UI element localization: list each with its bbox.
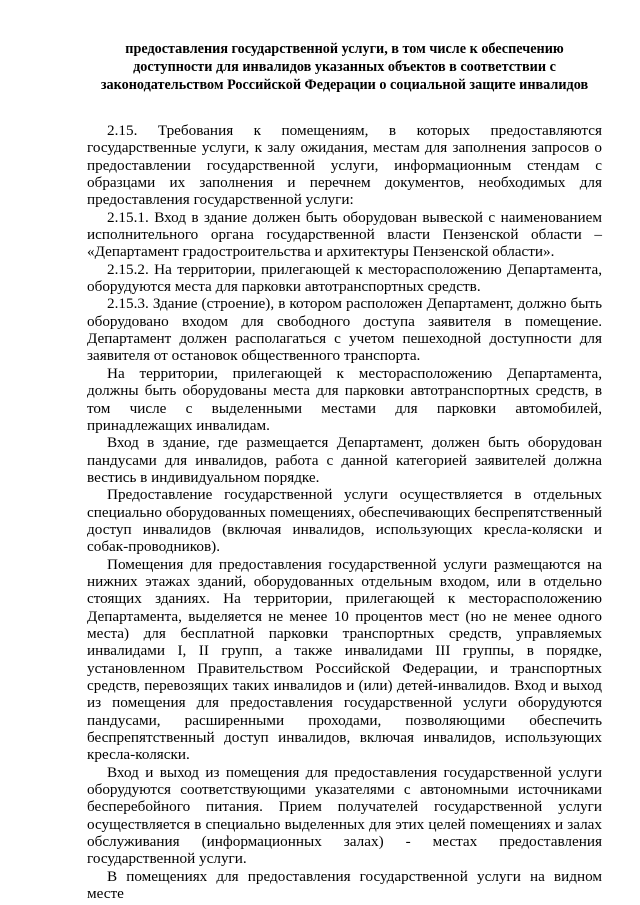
- paragraph-2-15-3: 2.15.3. Здание (строение), в котором расположен Департамент, должно быть оборудовано входом для свободного доступа заявителя в помещение. Департамент должен располагаться с учетом пешеходной доступности для заявителя от остановок общественного транспорта.: [87, 295, 602, 365]
- paragraph-2-15: 2.15. Требования к помещениям, в которых предоставляются государственные услуги, к залу ожидания, местам для заполнения запросов о предоставлении государственной услуги, информационным стендам с образцами их заполнения и перечнем документов, необходимых для предоставления государственной услуги:: [87, 122, 602, 209]
- document-page: [87, 40, 602, 902]
- paragraph-2-15-2: 2.15.2. На территории, прилегающей к месторасположению Департамента, оборудуются места для парковки автотранспортных средств.: [87, 260, 602, 296]
- paragraph-special-premises: Предоставление государственной услуги осуществляется в отдельных специально оборудованных помещениях, обеспечивающих беспрепятственный доступ инвалидов (включая инвалидов, использующих кресла-коляски и собак-проводников).: [87, 486, 602, 556]
- section-heading: [87, 40, 602, 94]
- paragraph-parking: На территории, прилегающей к месторасположению Департамента, должны быть оборудованы места для парковки автотранспортных средств, в том числе с выделенными местами для парковки автомобилей, принадлежащих инвалидам.: [87, 364, 602, 434]
- paragraph-visible-place: В помещениях для предоставления государственной услуги на видном месте: [87, 867, 602, 903]
- document-body: [87, 122, 602, 902]
- paragraph-premises-location: Помещения для предоставления государственной услуги размещаются на нижних этажах зданий, оборудованных отдельным входом, или в отдельно стоящих зданиях. На территории, прилегающей к месторасположению Департамента, выделяется не менее 10 процентов мест (но не менее одного места) для бесплатной парковки транспортных средств, управляемых инвалидами I, II групп, а также инвалидами III группы, в порядке, установленном Правительством Российской Федерации, и транспортных средств, перевозящих таких инвалидов и (или) детей-инвалидов. Вход и выход из помещения для предоставления государственной услуги оборудуются пандусами, расширенными проходами, позволяющими обеспечить беспрепятственный доступ инвалидов, включая инвалидов, использующих кресла-коляски.: [87, 555, 602, 764]
- heading-line: законодательством Российской Федерации о социальной защите инвалидов: [100, 77, 589, 93]
- paragraph-2-15-1: 2.15.1. Вход в здание должен быть оборудован вывеской с наименованием исполнительного органа государственной власти Пензенской области – «Департамент градостроительства и архитектуры Пензенской области».: [87, 208, 602, 261]
- paragraph-entrance-ramps: Вход в здание, где размещается Департамент, должен быть оборудован пандусами для инвалидов, работа с данной категорией заявителей должна вестись в индивидуальном порядке.: [87, 434, 602, 486]
- heading-line: предоставления государственной услуги, в том числе к обеспечению: [125, 41, 564, 57]
- heading-line: доступности для инвалидов указанных объектов в соответствии с: [133, 59, 556, 75]
- paragraph-signage: Вход и выход из помещения для предоставления государственной услуги оборудуются соответствующими указателями с автономными источниками бесперебойного питания. Прием получателей государственной услуги осуществляется в специально выделенных для этих целей помещениях и залах обслуживания (информационных залах) - местах предоставления государственной услуги.: [87, 763, 602, 868]
